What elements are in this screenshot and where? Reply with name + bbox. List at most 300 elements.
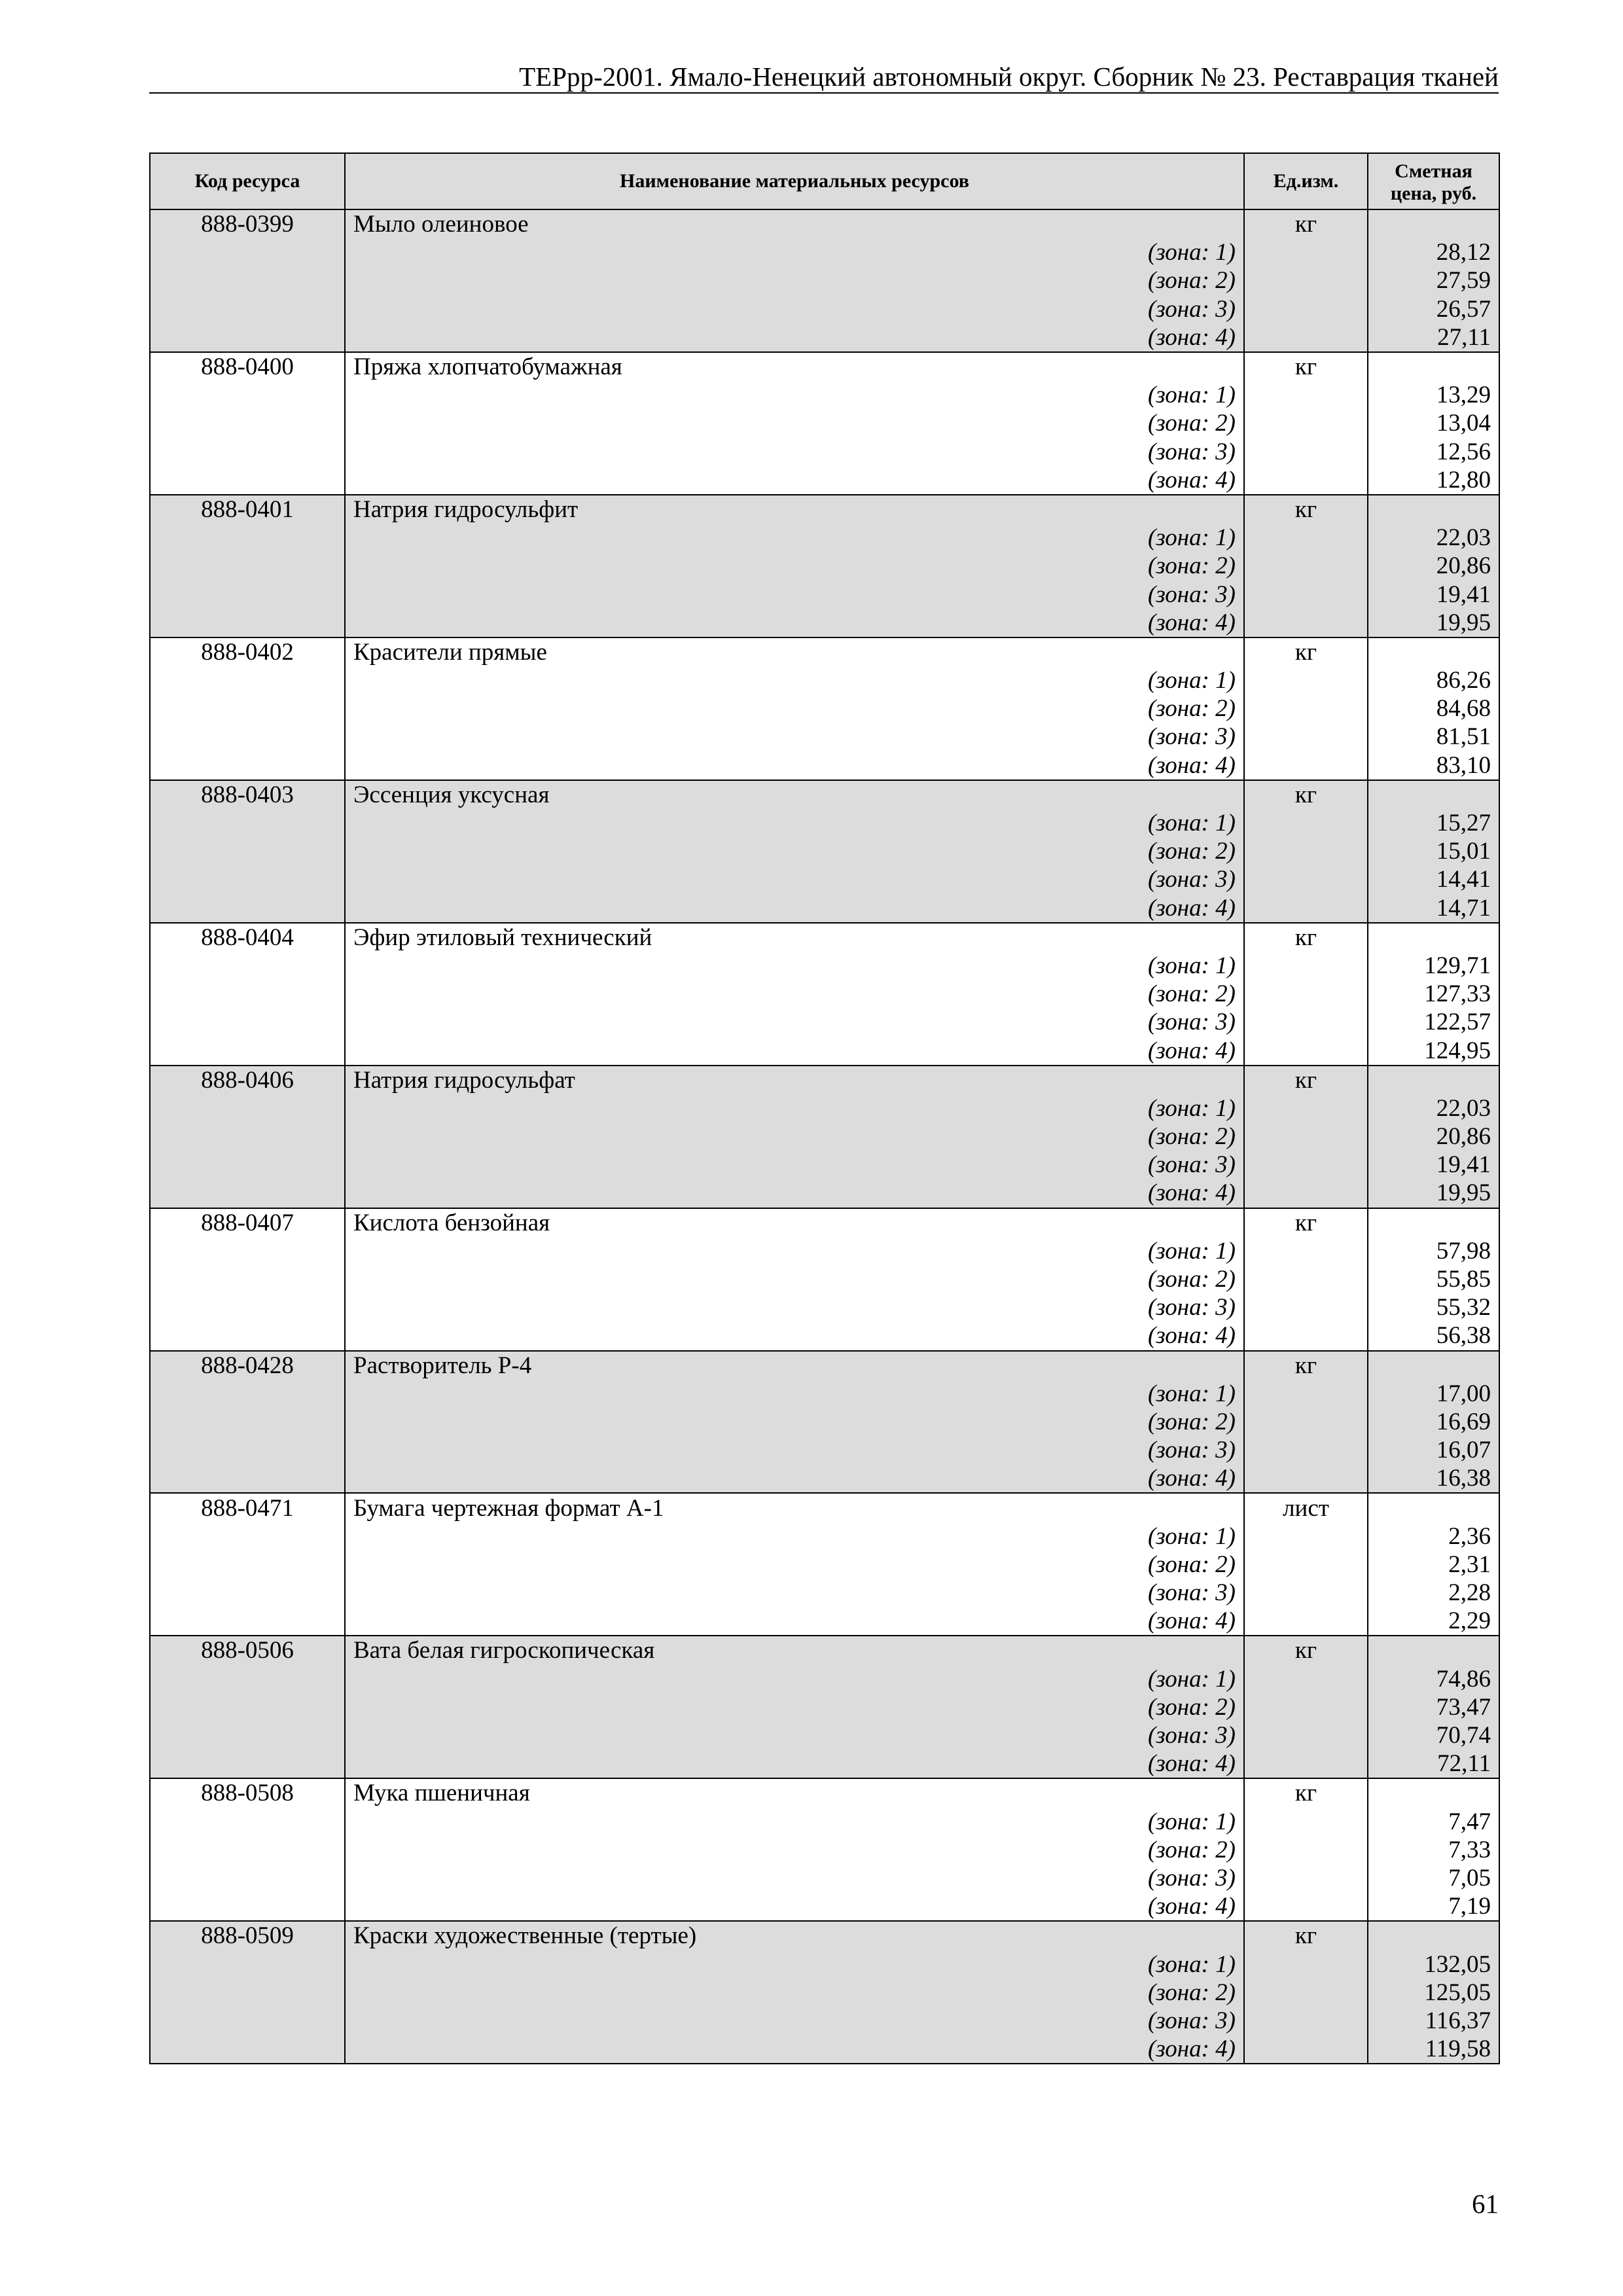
resource-group [150, 1208, 1499, 1351]
resource-code: 888-0402 [150, 637, 345, 666]
resource-unit: кг [1244, 637, 1368, 666]
zone-row [150, 295, 1499, 323]
code-cell-empty [150, 1293, 345, 1321]
zone-row [150, 809, 1499, 837]
unit-cell-empty [1244, 580, 1368, 608]
price-cell-empty [1368, 495, 1499, 524]
zone-row [150, 1979, 1499, 2007]
zone-label: (зона: 1) [345, 1950, 1244, 1978]
zone-price: 84,68 [1368, 694, 1499, 723]
zone-row [150, 1892, 1499, 1921]
code-cell-empty [150, 609, 345, 637]
resource-unit: кг [1244, 495, 1368, 524]
price-cell-empty [1368, 1921, 1499, 1950]
table-row [150, 1351, 1499, 1380]
unit-cell-empty [1244, 1179, 1368, 1208]
zone-row [150, 1721, 1499, 1749]
zone-label: (зона: 3) [345, 580, 1244, 608]
code-cell-empty [150, 1551, 345, 1579]
code-cell-empty [150, 552, 345, 580]
zone-row [150, 694, 1499, 723]
resource-unit: кг [1244, 1066, 1368, 1094]
table-row [150, 1493, 1499, 1522]
zone-label: (зона: 4) [345, 894, 1244, 923]
price-cell-empty [1368, 1636, 1499, 1664]
unit-cell-empty [1244, 694, 1368, 723]
code-cell-empty [150, 295, 345, 323]
zone-label: (зона: 1) [345, 524, 1244, 552]
zone-row [150, 1436, 1499, 1464]
resource-unit: лист [1244, 1493, 1368, 1522]
zone-price: 86,26 [1368, 666, 1499, 694]
zone-row [150, 1522, 1499, 1551]
resource-group [150, 780, 1499, 923]
resource-code: 888-0406 [150, 1066, 345, 1094]
unit-cell-empty [1244, 1892, 1368, 1921]
zone-row [150, 1008, 1499, 1036]
code-cell-empty [150, 1979, 345, 2007]
zone-price: 16,69 [1368, 1408, 1499, 1436]
unit-cell-empty [1244, 1607, 1368, 1636]
zone-price: 15,01 [1368, 837, 1499, 865]
code-cell-empty [150, 1237, 345, 1265]
code-cell-empty [150, 1321, 345, 1350]
resource-price-table [149, 152, 1500, 2064]
code-cell-empty [150, 2035, 345, 2064]
unit-cell-empty [1244, 381, 1368, 409]
unit-cell-empty [1244, 1380, 1368, 1408]
code-cell-empty [150, 2007, 345, 2035]
zone-price: 19,41 [1368, 1151, 1499, 1179]
price-cell-empty [1368, 1493, 1499, 1522]
zone-price: 7,19 [1368, 1892, 1499, 1921]
unit-cell-empty [1244, 323, 1368, 352]
zone-price: 19,41 [1368, 580, 1499, 608]
unit-cell-empty [1244, 1408, 1368, 1436]
unit-cell-empty [1244, 438, 1368, 466]
code-cell-empty [150, 865, 345, 893]
table-row [150, 495, 1499, 524]
unit-cell-empty [1244, 1464, 1368, 1493]
code-cell-empty [150, 1094, 345, 1122]
resource-name: Пряжа хлопчатобумажная [345, 352, 1244, 381]
zone-label: (зона: 1) [345, 1522, 1244, 1551]
zone-price: 28,12 [1368, 238, 1499, 266]
resource-name: Красители прямые [345, 637, 1244, 666]
column-header-price-line2: цена, руб. [1390, 183, 1477, 204]
zone-row [150, 980, 1499, 1008]
resource-unit: кг [1244, 1636, 1368, 1664]
zone-row [150, 1808, 1499, 1836]
zone-label: (зона: 4) [345, 466, 1244, 495]
unit-cell-empty [1244, 1151, 1368, 1179]
zone-label: (зона: 4) [345, 751, 1244, 780]
table-row [150, 1636, 1499, 1664]
page-number: 61 [1472, 2189, 1499, 2219]
zone-row [150, 865, 1499, 893]
resource-name: Мыло олеиновое [345, 209, 1244, 238]
zone-label: (зона: 2) [345, 1122, 1244, 1151]
resource-unit: кг [1244, 923, 1368, 952]
resource-name: Вата белая гигроскопическая [345, 1636, 1244, 1664]
column-header-price [1368, 153, 1499, 209]
unit-cell-empty [1244, 837, 1368, 865]
zone-label: (зона: 2) [345, 1551, 1244, 1579]
zone-price: 127,33 [1368, 980, 1499, 1008]
resource-group [150, 352, 1499, 495]
resource-group [150, 1636, 1499, 1778]
unit-cell-empty [1244, 1265, 1368, 1293]
code-cell-empty [150, 524, 345, 552]
zone-price: 16,07 [1368, 1436, 1499, 1464]
zone-label: (зона: 4) [345, 1179, 1244, 1208]
resource-unit: кг [1244, 352, 1368, 381]
unit-cell-empty [1244, 1321, 1368, 1350]
table-row [150, 352, 1499, 381]
unit-cell-empty [1244, 1237, 1368, 1265]
code-cell-empty [150, 1836, 345, 1864]
resource-name: Эссенция уксусная [345, 780, 1244, 809]
resource-code: 888-0407 [150, 1208, 345, 1237]
table-row [150, 637, 1499, 666]
zone-label: (зона: 3) [345, 1008, 1244, 1036]
zone-row [150, 1836, 1499, 1864]
price-cell-empty [1368, 209, 1499, 238]
zone-row [150, 1321, 1499, 1350]
zone-row [150, 2035, 1499, 2064]
table-row [150, 1778, 1499, 1807]
zone-row [150, 1179, 1499, 1208]
code-cell-empty [150, 238, 345, 266]
unit-cell-empty [1244, 1808, 1368, 1836]
resource-group [150, 1778, 1499, 1921]
resource-code: 888-0428 [150, 1351, 345, 1380]
resource-code: 888-0404 [150, 923, 345, 952]
resource-name: Бумага чертежная формат А-1 [345, 1493, 1244, 1522]
zone-label: (зона: 2) [345, 1836, 1244, 1864]
resource-unit: кг [1244, 1921, 1368, 1950]
unit-cell-empty [1244, 2007, 1368, 2035]
unit-cell-empty [1244, 666, 1368, 694]
zone-row [150, 751, 1499, 780]
zone-price: 73,47 [1368, 1693, 1499, 1721]
zone-label: (зона: 4) [345, 1607, 1244, 1636]
unit-cell-empty [1244, 865, 1368, 893]
code-cell-empty [150, 751, 345, 780]
code-cell-empty [150, 1464, 345, 1493]
zone-row [150, 952, 1499, 980]
zone-row [150, 238, 1499, 266]
code-cell-empty [150, 1579, 345, 1607]
code-cell-empty [150, 809, 345, 837]
code-cell-empty [150, 1950, 345, 1978]
unit-cell-empty [1244, 524, 1368, 552]
price-cell-empty [1368, 1066, 1499, 1094]
resource-code: 888-0400 [150, 352, 345, 381]
zone-row [150, 1464, 1499, 1493]
zone-row [150, 580, 1499, 608]
code-cell-empty [150, 1665, 345, 1693]
zone-row [150, 1094, 1499, 1122]
zone-price: 14,41 [1368, 865, 1499, 893]
resource-name: Эфир этиловый технический [345, 923, 1244, 952]
code-cell-empty [150, 1179, 345, 1208]
resource-name: Натрия гидросульфит [345, 495, 1244, 524]
resource-unit: кг [1244, 209, 1368, 238]
zone-label: (зона: 1) [345, 381, 1244, 409]
zone-row [150, 1151, 1499, 1179]
zone-row [150, 1579, 1499, 1607]
zone-price: 20,86 [1368, 1122, 1499, 1151]
zone-price: 122,57 [1368, 1008, 1499, 1036]
zone-row [150, 1607, 1499, 1636]
resource-code: 888-0509 [150, 1921, 345, 1950]
zone-price: 19,95 [1368, 609, 1499, 637]
table-row [150, 1066, 1499, 1094]
table-header-row [150, 153, 1499, 209]
zone-price: 81,51 [1368, 723, 1499, 751]
unit-cell-empty [1244, 1864, 1368, 1892]
zone-price: 16,38 [1368, 1464, 1499, 1493]
zone-price: 55,32 [1368, 1293, 1499, 1321]
code-cell-empty [150, 1522, 345, 1551]
zone-price: 2,29 [1368, 1607, 1499, 1636]
zone-price: 129,71 [1368, 952, 1499, 980]
unit-cell-empty [1244, 2035, 1368, 2064]
zone-price: 70,74 [1368, 1721, 1499, 1749]
zone-label: (зона: 3) [345, 723, 1244, 751]
zone-price: 57,98 [1368, 1237, 1499, 1265]
unit-cell-empty [1244, 1579, 1368, 1607]
zone-row [150, 1380, 1499, 1408]
zone-price: 2,31 [1368, 1551, 1499, 1579]
zone-row [150, 1749, 1499, 1778]
zone-label: (зона: 2) [345, 409, 1244, 437]
zone-label: (зона: 1) [345, 1808, 1244, 1836]
zone-label: (зона: 1) [345, 952, 1244, 980]
zone-row [150, 438, 1499, 466]
table-row [150, 1208, 1499, 1237]
unit-cell-empty [1244, 809, 1368, 837]
code-cell-empty [150, 266, 345, 295]
zone-label: (зона: 1) [345, 1237, 1244, 1265]
zone-price: 26,57 [1368, 295, 1499, 323]
code-cell-empty [150, 381, 345, 409]
zone-price: 22,03 [1368, 1094, 1499, 1122]
code-cell-empty [150, 438, 345, 466]
zone-row [150, 409, 1499, 437]
code-cell-empty [150, 952, 345, 980]
zone-label: (зона: 1) [345, 1380, 1244, 1408]
zone-label: (зона: 1) [345, 1665, 1244, 1693]
code-cell-empty [150, 1122, 345, 1151]
unit-cell-empty [1244, 1665, 1368, 1693]
price-cell-empty [1368, 1778, 1499, 1807]
zone-label: (зона: 1) [345, 666, 1244, 694]
unit-cell-empty [1244, 952, 1368, 980]
resource-unit: кг [1244, 1208, 1368, 1237]
zone-price: 132,05 [1368, 1950, 1499, 1978]
zone-row [150, 381, 1499, 409]
code-cell-empty [150, 1693, 345, 1721]
unit-cell-empty [1244, 1836, 1368, 1864]
zone-row [150, 666, 1499, 694]
resource-group [150, 1066, 1499, 1208]
column-header-code: Код ресурса [150, 153, 345, 209]
code-cell-empty [150, 1265, 345, 1293]
zone-label: (зона: 4) [345, 1749, 1244, 1778]
resource-group [150, 1493, 1499, 1636]
resource-code: 888-0399 [150, 209, 345, 238]
zone-label: (зона: 3) [345, 1864, 1244, 1892]
resource-name: Растворитель Р-4 [345, 1351, 1244, 1380]
zone-row [150, 1693, 1499, 1721]
zone-price: 20,86 [1368, 552, 1499, 580]
code-cell-empty [150, 1380, 345, 1408]
unit-cell-empty [1244, 1036, 1368, 1065]
unit-cell-empty [1244, 609, 1368, 637]
zone-label: (зона: 3) [345, 1579, 1244, 1607]
unit-cell-empty [1244, 1008, 1368, 1036]
zone-label: (зона: 2) [345, 1265, 1244, 1293]
zone-label: (зона: 2) [345, 837, 1244, 865]
unit-cell-empty [1244, 1721, 1368, 1749]
unit-cell-empty [1244, 409, 1368, 437]
price-cell-empty [1368, 780, 1499, 809]
resource-code: 888-0471 [150, 1493, 345, 1522]
zone-label: (зона: 2) [345, 1408, 1244, 1436]
unit-cell-empty [1244, 1122, 1368, 1151]
zone-price: 17,00 [1368, 1380, 1499, 1408]
code-cell-empty [150, 1408, 345, 1436]
unit-cell-empty [1244, 1293, 1368, 1321]
zone-label: (зона: 1) [345, 238, 1244, 266]
zone-label: (зона: 4) [345, 1464, 1244, 1493]
unit-cell-empty [1244, 1950, 1368, 1978]
unit-cell-empty [1244, 1094, 1368, 1122]
resource-group [150, 1921, 1499, 2064]
zone-row [150, 1950, 1499, 1978]
code-cell-empty [150, 723, 345, 751]
zone-price: 12,56 [1368, 438, 1499, 466]
price-cell-empty [1368, 1208, 1499, 1237]
code-cell-empty [150, 1151, 345, 1179]
unit-cell-empty [1244, 1693, 1368, 1721]
resource-code: 888-0508 [150, 1778, 345, 1807]
zone-label: (зона: 4) [345, 1892, 1244, 1921]
column-header-name: Наименование материальных ресурсов [345, 153, 1244, 209]
zone-label: (зона: 2) [345, 694, 1244, 723]
price-cell-empty [1368, 637, 1499, 666]
zone-price: 22,03 [1368, 524, 1499, 552]
zone-price: 13,04 [1368, 409, 1499, 437]
zone-price: 14,71 [1368, 894, 1499, 923]
zone-label: (зона: 3) [345, 295, 1244, 323]
code-cell-empty [150, 1436, 345, 1464]
zone-row [150, 1551, 1499, 1579]
zone-label: (зона: 3) [345, 1721, 1244, 1749]
unit-cell-empty [1244, 1522, 1368, 1551]
code-cell-empty [150, 837, 345, 865]
zone-price: 74,86 [1368, 1665, 1499, 1693]
resource-unit: кг [1244, 1778, 1368, 1807]
zone-label: (зона: 4) [345, 1321, 1244, 1350]
zone-price: 15,27 [1368, 809, 1499, 837]
unit-cell-empty [1244, 894, 1368, 923]
code-cell-empty [150, 1892, 345, 1921]
table-row [150, 780, 1499, 809]
resource-group [150, 209, 1499, 352]
zone-label: (зона: 2) [345, 1693, 1244, 1721]
zone-price: 72,11 [1368, 1749, 1499, 1778]
resource-name: Краски художественные (тертые) [345, 1921, 1244, 1950]
zone-price: 7,05 [1368, 1864, 1499, 1892]
zone-row [150, 1293, 1499, 1321]
unit-cell-empty [1244, 1436, 1368, 1464]
zone-row [150, 723, 1499, 751]
zone-label: (зона: 3) [345, 1436, 1244, 1464]
zone-price: 125,05 [1368, 1979, 1499, 2007]
zone-row [150, 466, 1499, 495]
resource-group [150, 923, 1499, 1066]
zone-row [150, 837, 1499, 865]
code-cell-empty [150, 1036, 345, 1065]
table-row [150, 209, 1499, 238]
zone-row [150, 2007, 1499, 2035]
zone-price: 19,95 [1368, 1179, 1499, 1208]
unit-cell-empty [1244, 552, 1368, 580]
zone-price: 2,28 [1368, 1579, 1499, 1607]
code-cell-empty [150, 894, 345, 923]
unit-cell-empty [1244, 295, 1368, 323]
table-row [150, 923, 1499, 952]
zone-price: 83,10 [1368, 751, 1499, 780]
zone-price: 124,95 [1368, 1036, 1499, 1065]
zone-row [150, 524, 1499, 552]
code-cell-empty [150, 1721, 345, 1749]
code-cell-empty [150, 1749, 345, 1778]
zone-label: (зона: 4) [345, 609, 1244, 637]
code-cell-empty [150, 580, 345, 608]
price-cell-empty [1368, 352, 1499, 381]
unit-cell-empty [1244, 266, 1368, 295]
zone-row [150, 323, 1499, 352]
code-cell-empty [150, 1864, 345, 1892]
zone-label: (зона: 2) [345, 1979, 1244, 2007]
zone-label: (зона: 2) [345, 552, 1244, 580]
resource-name: Натрия гидросульфат [345, 1066, 1244, 1094]
unit-cell-empty [1244, 723, 1368, 751]
zone-label: (зона: 2) [345, 266, 1244, 295]
zone-row [150, 1864, 1499, 1892]
code-cell-empty [150, 323, 345, 352]
zone-price: 27,59 [1368, 266, 1499, 295]
code-cell-empty [150, 1607, 345, 1636]
zone-label: (зона: 3) [345, 865, 1244, 893]
resource-group [150, 1351, 1499, 1494]
zone-label: (зона: 3) [345, 1293, 1244, 1321]
column-header-price-line1: Сметная [1395, 160, 1472, 182]
resource-unit: кг [1244, 780, 1368, 809]
code-cell-empty [150, 694, 345, 723]
zone-row [150, 552, 1499, 580]
unit-cell-empty [1244, 238, 1368, 266]
code-cell-empty [150, 1808, 345, 1836]
unit-cell-empty [1244, 980, 1368, 1008]
zone-row [150, 1265, 1499, 1293]
zone-row [150, 266, 1499, 295]
header-divider [149, 92, 1499, 94]
